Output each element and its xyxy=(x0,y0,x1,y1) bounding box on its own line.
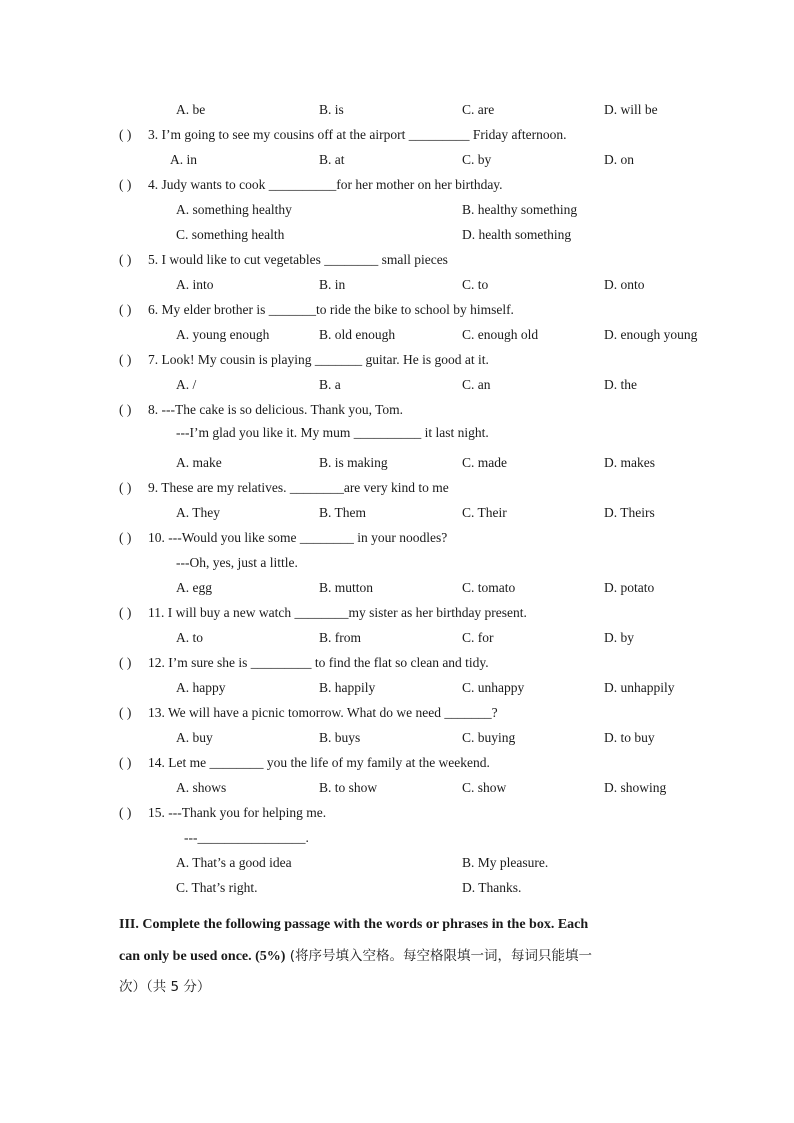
section-heading-en: can only be used once. (5%) xyxy=(119,949,286,964)
answer-option: C. buying xyxy=(462,730,516,745)
question-continuation: ---I’m glad you like it. My mum __________ it last night. xyxy=(176,425,489,440)
answer-blank-paren: ( ) xyxy=(119,177,132,192)
section-heading-cn-cont: 次）（共 5 分） xyxy=(119,979,211,995)
answer-option: C. tomato xyxy=(462,580,516,595)
question-continuation: ---________________. xyxy=(184,830,309,845)
answer-option: C. for xyxy=(462,630,494,645)
answer-option: B. from xyxy=(319,630,361,645)
answer-option: B. is xyxy=(319,102,344,117)
answer-blank-paren: ( ) xyxy=(119,605,132,620)
answer-blank-paren: ( ) xyxy=(119,655,132,670)
question-stem: 12. I’m sure she is _________ to find the flat so clean and tidy. xyxy=(148,655,489,670)
section-heading-line2 xyxy=(119,946,592,967)
answer-option: B. is making xyxy=(319,455,388,470)
answer-option: A. happy xyxy=(176,680,226,695)
answer-blank-paren: ( ) xyxy=(119,480,132,495)
answer-option: B. to show xyxy=(319,780,378,795)
answer-option: C. made xyxy=(462,455,507,470)
answer-blank-paren: ( ) xyxy=(119,705,132,720)
question-stem: 11. I will buy a new watch ________my sister as her birthday present. xyxy=(148,605,527,620)
answer-option: A. egg xyxy=(176,580,212,595)
answer-option: D. unhappily xyxy=(604,680,675,695)
section-heading-cn: (将序号填入空格。每空格限填一词，每词只能填一 xyxy=(285,948,593,964)
answer-option: D. health something xyxy=(462,227,572,242)
section-heading: III. Complete the following passage with the words or phrases in the box. Each xyxy=(119,917,589,932)
answer-option: A. to xyxy=(176,630,203,645)
answer-option: D. showing xyxy=(604,780,667,795)
answer-option: B. healthy something xyxy=(462,202,578,217)
answer-option: C. something health xyxy=(176,227,285,242)
answer-option: A. be xyxy=(176,102,206,117)
answer-option: C. show xyxy=(462,780,507,795)
answer-blank-paren: ( ) xyxy=(119,530,132,545)
answer-option: C. to xyxy=(462,277,489,292)
answer-option: B. Them xyxy=(319,505,366,520)
answer-option: B. mutton xyxy=(319,580,374,595)
answer-option: C. That’s right. xyxy=(176,880,258,895)
answer-blank-paren: ( ) xyxy=(119,755,132,770)
answer-option: A. That’s a good idea xyxy=(176,855,292,870)
answer-option: D. on xyxy=(604,152,634,167)
question-stem: 4. Judy wants to cook __________for her mother on her birthday. xyxy=(148,177,503,192)
answer-option: B. in xyxy=(319,277,346,292)
answer-option: D. to buy xyxy=(604,730,655,745)
answer-option: A. / xyxy=(176,377,197,392)
answer-blank-paren: ( ) xyxy=(119,805,132,820)
question-stem: 14. Let me ________ you the life of my family at the weekend. xyxy=(148,755,490,770)
answer-option: D. Theirs xyxy=(604,505,655,520)
answer-blank-paren: ( ) xyxy=(119,127,132,142)
question-continuation: ---Oh, yes, just a little. xyxy=(176,555,298,570)
answer-option: A. make xyxy=(176,455,222,470)
answer-option: A. young enough xyxy=(176,327,270,342)
answer-option: A. They xyxy=(176,505,220,520)
answer-option: C. are xyxy=(462,102,495,117)
answer-option: C. enough old xyxy=(462,327,539,342)
answer-option: D. by xyxy=(604,630,634,645)
answer-option: A. something healthy xyxy=(176,202,292,217)
answer-option: C. by xyxy=(462,152,492,167)
answer-option: C. unhappy xyxy=(462,680,525,695)
question-stem: 6. My elder brother is _______to ride the bike to school by himself. xyxy=(148,302,514,317)
answer-option: B. at xyxy=(319,152,345,167)
answer-option: B. happily xyxy=(319,680,376,695)
question-stem: 7. Look! My cousin is playing _______ guitar. He is good at it. xyxy=(148,352,489,367)
answer-option: D. potato xyxy=(604,580,655,595)
answer-option: D. makes xyxy=(604,455,655,470)
answer-option: B. buys xyxy=(319,730,361,745)
answer-option: B. old enough xyxy=(319,327,396,342)
answer-blank-paren: ( ) xyxy=(119,402,132,417)
question-stem: 3. I’m going to see my cousins off at the airport _________ Friday afternoon. xyxy=(148,127,567,142)
answer-option: D. onto xyxy=(604,277,645,292)
answer-option: C. Their xyxy=(462,505,507,520)
question-stem: 15. ---Thank you for helping me. xyxy=(148,805,327,820)
question-stem: 5. I would like to cut vegetables ________ small pieces xyxy=(148,252,448,267)
question-stem: 8. ---The cake is so delicious. Thank you, Tom. xyxy=(148,402,404,417)
answer-option: A. into xyxy=(176,277,214,292)
answer-blank-paren: ( ) xyxy=(119,252,132,267)
answer-option: A. shows xyxy=(176,780,227,795)
answer-option: B. a xyxy=(319,377,341,392)
answer-option: A. buy xyxy=(176,730,213,745)
answer-blank-paren: ( ) xyxy=(119,302,132,317)
answer-option: C. an xyxy=(462,377,491,392)
answer-blank-paren: ( ) xyxy=(119,352,132,367)
question-stem: 10. ---Would you like some ________ in your noodles? xyxy=(148,530,448,545)
question-stem: 9. These are my relatives. ________are very kind to me xyxy=(148,480,449,495)
answer-option: D. Thanks. xyxy=(462,880,522,895)
answer-option: D. will be xyxy=(604,102,658,117)
answer-option: B. My pleasure. xyxy=(462,855,549,870)
question-stem: 13. We will have a picnic tomorrow. What do we need _______? xyxy=(148,705,498,720)
answer-option: D. enough young xyxy=(604,327,698,342)
answer-option: A. in xyxy=(170,152,197,167)
answer-option: D. the xyxy=(604,377,637,392)
